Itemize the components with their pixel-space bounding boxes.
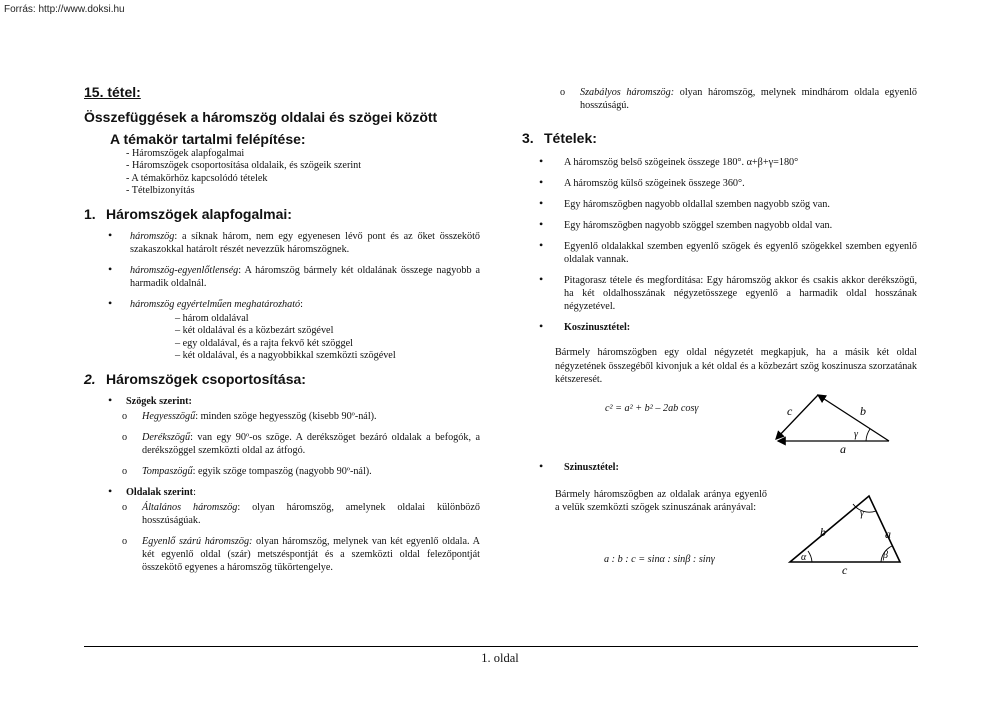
definition: : egyik szöge tompaszög (nagyobb 90º-nál). — [192, 465, 372, 477]
list-item: • A háromszög belső szögeinek összege 180°. α+β+γ=180° — [522, 156, 917, 169]
side-c-arrow — [776, 395, 818, 439]
page-title: Összefüggések a háromszög oldalai és szögei között — [84, 109, 438, 125]
outline-item: - Háromszögek alapfogalmai — [126, 148, 245, 159]
section-1-heading — [84, 206, 480, 222]
sine-title: Szinusztétel: — [564, 461, 619, 473]
cosine-formula: c² = a² + b² – 2ab cosγ — [605, 402, 699, 414]
label-c: c — [842, 562, 848, 576]
cosine-triangle-diagram — [762, 389, 902, 455]
section-number: 3. — [522, 130, 534, 146]
outline-item: - Tételbizonyítás — [126, 185, 195, 197]
definition: olyan háromszög, melynek van két egyenlő oldala. A két egyenlő oldal (szár) metszéspontját és a szemközti oldal felezőpontját összekötő egyenes a háromszög tükörtengelye. — [142, 535, 480, 573]
right-column — [522, 86, 917, 588]
page-number: 1. oldal — [481, 651, 519, 665]
side-group — [84, 486, 480, 499]
definition: : a síknak három, nem egy egyenesen lévő pont és az őket összekötő szakaszokkal határolt részét nevezzük háromszögnek. — [130, 230, 480, 255]
footer-divider — [84, 646, 918, 647]
list-item — [84, 264, 480, 290]
definition: olyan háromszög, melynek mindhárom oldala egyenlő hosszúságú. — [580, 87, 917, 111]
section-title: Háromszögek alapfogalmai: — [106, 205, 292, 222]
dash-item: – egy oldalával, és a rajta fekvő két szöggel — [175, 337, 353, 349]
group-title-suffix: : — [193, 486, 196, 498]
list-item: • Egy háromszögben nagyobb oldallal szemben nagyobb szög van. — [522, 198, 917, 211]
dash-item: – két oldalával és a közbezárt szögével — [175, 325, 334, 337]
term: Derékszögű — [142, 431, 191, 443]
definition: : olyan háromszög, amelynek oldalai különböző hosszúságúak. — [142, 501, 480, 526]
sine-block — [522, 488, 917, 588]
basics-list — [84, 230, 480, 311]
definition: : minden szöge hegyesszög (kisebb 90º-nál). — [195, 410, 377, 422]
definition: : — [300, 298, 303, 310]
label-b: b — [820, 524, 826, 539]
list-item — [84, 230, 480, 256]
list-item — [84, 465, 480, 478]
list-item: • Egy háromszögben nagyobb szöggel szemben nagyobb oldal van. — [522, 219, 917, 232]
term: Hegyesszögű — [142, 410, 196, 422]
group-heading — [84, 395, 480, 408]
regular-list — [522, 86, 917, 112]
term: háromszög-egyenlőtlenség — [130, 264, 239, 276]
term: Általános háromszög — [142, 501, 238, 513]
term: Egyenlő szárú háromszög: — [142, 535, 253, 547]
term: háromszög egyértelműen meghatározható — [130, 298, 301, 310]
theorems-list — [522, 156, 917, 334]
list-item: • Pitagorasz tétele és megfordítása: Egy háromszög akkor és csakis akkor derékszögű, ha két oldalhosszának négyzetösszege egyenlő a harmadik oldal hosszának négyzetével. — [522, 274, 917, 313]
list-item — [522, 86, 917, 112]
dash-item: – három oldalával — [175, 312, 249, 324]
list-item — [84, 298, 480, 311]
label-a: a — [885, 526, 891, 541]
structure-heading: A témakör tartalmi felépítése: — [110, 131, 306, 147]
sine-text: Bármely háromszögben az oldalak aránya egyenlő a velük szemközti szögek szinuszának arányával: — [555, 488, 767, 513]
definition: : van egy 90º-os szöge. A derékszöget bezáró oldalak a befogók, a derékszöggel szemközti oldal az átfogó. — [142, 431, 480, 456]
section-3-heading — [522, 130, 917, 146]
section-2-heading — [84, 371, 480, 387]
list-item: • A háromszög külső szögeinek összege 360°. — [522, 177, 917, 190]
label-gamma: γ — [854, 428, 858, 440]
label-beta: β — [883, 549, 888, 561]
source-note: Forrás: http://www.doksi.hu — [4, 4, 125, 15]
list-item — [84, 431, 480, 457]
list-item: • Egyenlő oldalakkal szemben egyenlő szögek és egyenlő szögekkel szemben egyenlő oldalak vannak. — [522, 240, 917, 266]
gamma-arc — [866, 429, 870, 441]
sine-heading-list — [522, 461, 917, 474]
group-title: Szögek szerint: — [126, 395, 192, 407]
group-title: Oldalak szerint — [126, 486, 194, 498]
document-number: 15. tétel: — [84, 84, 141, 100]
label-alpha: α — [801, 551, 807, 563]
list-item — [522, 321, 917, 334]
list-item — [84, 535, 480, 574]
list-item — [84, 501, 480, 527]
section-number: 2. — [84, 370, 96, 387]
outline-item: - Háromszögek csoportosítása oldalaik, és szögeik szerint — [126, 160, 362, 172]
term: háromszög — [130, 230, 175, 242]
group-heading — [84, 486, 480, 499]
determination-list — [175, 313, 480, 363]
section-title: Tételek: — [544, 130, 597, 146]
list-item — [522, 461, 917, 474]
cosine-block — [522, 387, 917, 455]
label-b: b — [860, 403, 866, 418]
label-gamma: γ — [860, 507, 864, 519]
cosine-title: Koszinusztétel: — [564, 322, 631, 333]
term: Szabályos háromszög: — [580, 87, 675, 98]
label-c: c — [787, 403, 793, 418]
angle-types-list — [84, 410, 480, 478]
outline-item: - A témakörhöz kapcsolódó tételek — [126, 172, 268, 184]
section-title: Háromszögek csoportosítása: — [106, 370, 306, 387]
sine-triangle-diagram — [780, 486, 910, 576]
definition: : A háromszög bármely két oldalának összege nagyobb a harmadik oldalnál. — [130, 264, 480, 289]
dash-item: – két oldalával, és a nagyobbikkal szemközti szögével — [175, 350, 396, 362]
list-item — [84, 410, 480, 423]
section-number: 1. — [84, 205, 96, 222]
alpha-arc — [808, 551, 812, 562]
left-column — [84, 84, 480, 582]
angle-group — [84, 395, 480, 408]
side-types-list — [84, 501, 480, 574]
outline-list — [126, 148, 480, 198]
label-a: a — [840, 441, 846, 455]
sine-formula: a : b : c = sinα : sinβ : sinγ — [604, 553, 715, 565]
cosine-text: Bármely háromszögben egy oldal négyzetét megkapjuk, ha a másik két oldal négyzetének összegéből kivonjuk a két oldal és a közbezárt szög koszinusza szorzatának kétszeresét. — [555, 347, 917, 385]
term: Tompaszögű — [142, 465, 193, 477]
